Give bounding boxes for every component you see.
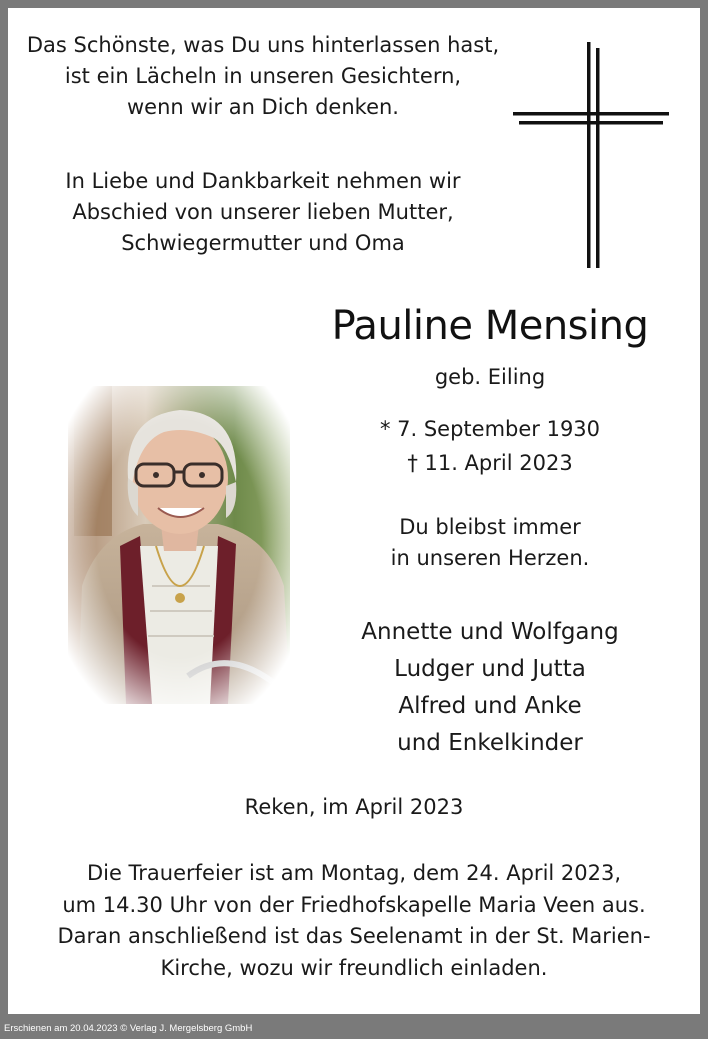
- verse-line: ist ein Lächeln in unseren Gesichtern,: [64, 64, 462, 88]
- life-dates: [280, 412, 700, 480]
- mourners-list: [280, 614, 700, 762]
- service-line: Daran anschließend ist das Seelenamt in der St. Marien-: [57, 924, 651, 948]
- obituary-notice: [8, 8, 700, 1014]
- intro-text: [8, 166, 518, 259]
- place-and-date: Reken, im April 2023: [244, 795, 464, 819]
- mourner: Alfred und Anke: [398, 693, 582, 719]
- verse-line: Das Schönste, was Du uns hinterlassen hast,: [26, 33, 500, 57]
- intro-line: Abschied von unserer lieben Mutter,: [72, 200, 454, 224]
- death-date: † 11. April 2023: [407, 451, 573, 475]
- mourner: Ludger und Jutta: [394, 656, 586, 682]
- maiden-name: geb. Eiling: [434, 365, 546, 389]
- publication-footer: Erschienen am 20.04.2023 © Verlag J. Mergelsberg GmbH: [4, 1023, 253, 1034]
- service-line: Die Trauerfeier ist am Montag, dem 24. April 2023,: [86, 861, 622, 885]
- comfort-line: in unseren Herzen.: [390, 546, 590, 570]
- deceased-name: Pauline Mensing: [331, 303, 649, 349]
- mourner: und Enkelkinder: [397, 730, 583, 756]
- comfort-text: [280, 512, 700, 574]
- birth-date: * 7. September 1930: [379, 417, 601, 441]
- portrait-photo: [68, 386, 290, 704]
- intro-line: In Liebe und Dankbarkeit nehmen wir: [65, 169, 461, 193]
- verse-line: wenn wir an Dich denken.: [127, 95, 399, 119]
- comfort-line: Du bleibst immer: [399, 515, 581, 539]
- intro-line: Schwiegermutter und Oma: [121, 231, 405, 255]
- mourner: Annette und Wolfgang: [361, 619, 619, 645]
- verse: [8, 30, 518, 123]
- service-announcement: [8, 858, 700, 984]
- service-line: Kirche, wozu wir freundlich einladen.: [160, 955, 548, 980]
- cross-icon: [511, 42, 671, 268]
- service-line: um 14.30 Uhr von der Friedhofskapelle Maria Veen aus.: [62, 892, 646, 917]
